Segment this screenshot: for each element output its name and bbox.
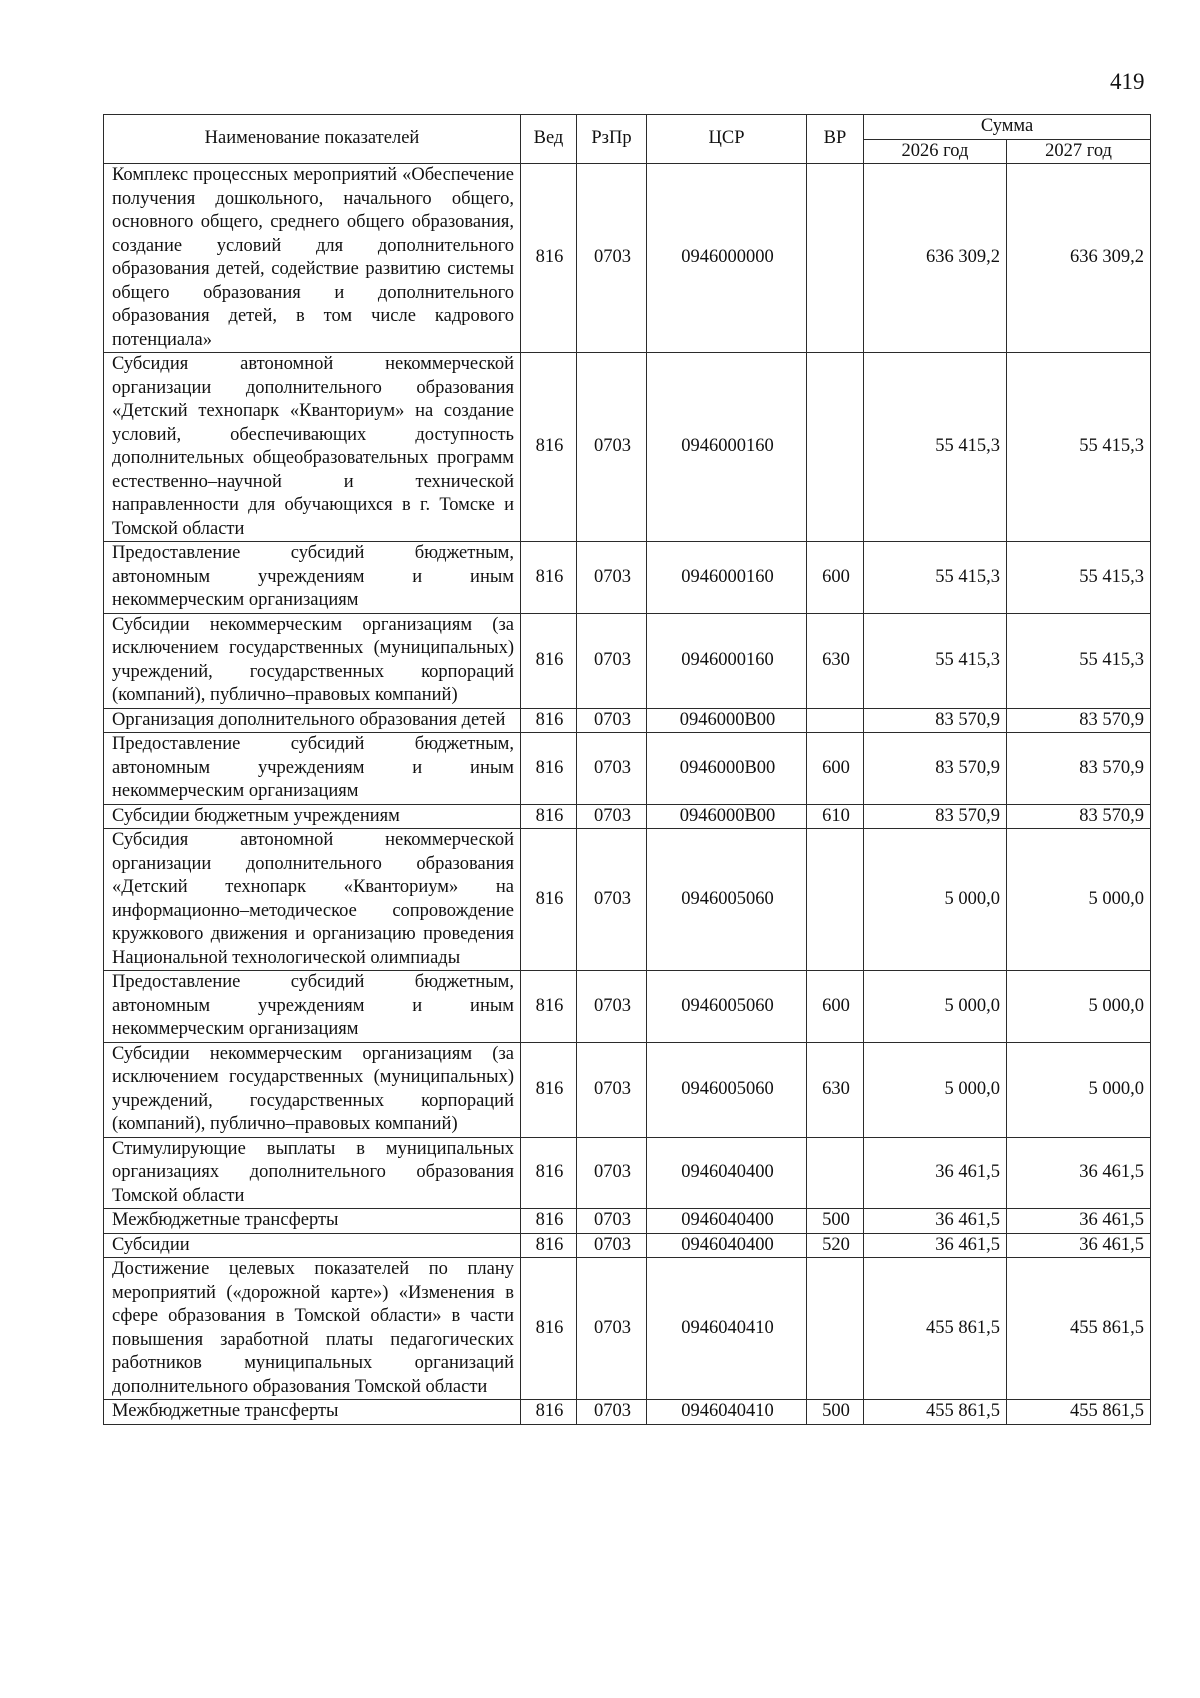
row-rzpr: 0703 xyxy=(577,733,647,805)
row-sum-2026: 5 000,0 xyxy=(864,971,1007,1043)
row-sum-2026: 5 000,0 xyxy=(864,1042,1007,1137)
row-csr: 0946040400 xyxy=(647,1209,807,1234)
row-vr: 600 xyxy=(807,971,864,1043)
row-ved: 816 xyxy=(521,353,577,542)
row-csr: 0946000160 xyxy=(647,353,807,542)
row-name: Комплекс процессных мероприятий «Обеспечение получения дошкольного, начального общего, основного общего, среднего общего образования, создание условий для дополнительного образования детей, содействие развитию системы общего образования и дополнительного образования детей, в том числе кадрового потенциала» xyxy=(104,164,521,353)
table-row xyxy=(104,1258,1151,1400)
row-name: Организация дополнительного образования детей xyxy=(104,708,521,733)
row-sum-2027: 83 570,9 xyxy=(1007,733,1151,805)
row-sum-2026: 455 861,5 xyxy=(864,1258,1007,1400)
row-sum-2026: 36 461,5 xyxy=(864,1233,1007,1258)
row-sum-2027: 36 461,5 xyxy=(1007,1233,1151,1258)
header-year-2027: 2027 год xyxy=(1007,139,1151,164)
row-rzpr: 0703 xyxy=(577,1137,647,1209)
row-csr: 0946040400 xyxy=(647,1233,807,1258)
table-row xyxy=(104,1137,1151,1209)
row-sum-2027: 636 309,2 xyxy=(1007,164,1151,353)
row-csr: 0946000В00 xyxy=(647,804,807,829)
row-ved: 816 xyxy=(521,164,577,353)
row-csr: 0946040400 xyxy=(647,1137,807,1209)
row-rzpr: 0703 xyxy=(577,1233,647,1258)
row-name: Предоставление субсидий бюджетным, автономным учреждениям и иным некоммерческим организациям xyxy=(104,971,521,1043)
row-vr xyxy=(807,829,864,971)
row-sum-2026: 455 861,5 xyxy=(864,1400,1007,1425)
row-vr xyxy=(807,1137,864,1209)
row-name: Субсидия автономной некоммерческой организации дополнительного образования «Детский технопарк «Кванториум» на создание условий, обеспечивающих доступность дополнительных общеобразовательных программ естественно–научной и технической направленности для обучающихся в г. Томске и Томской области xyxy=(104,353,521,542)
row-sum-2027: 83 570,9 xyxy=(1007,804,1151,829)
row-sum-2027: 36 461,5 xyxy=(1007,1137,1151,1209)
row-ved: 816 xyxy=(521,1042,577,1137)
row-sum-2027: 55 415,3 xyxy=(1007,542,1151,614)
header-vr: ВР xyxy=(807,115,864,164)
row-sum-2026: 55 415,3 xyxy=(864,613,1007,708)
row-vr: 600 xyxy=(807,542,864,614)
row-name: Достижение целевых показателей по плану мероприятий («дорожной карте») «Изменения в сфере образования в Томской области» в части повышения заработной платы педагогических работников муниципальных организаций дополнительного образования Томской области xyxy=(104,1258,521,1400)
row-vr xyxy=(807,164,864,353)
row-sum-2027: 5 000,0 xyxy=(1007,829,1151,971)
row-rzpr: 0703 xyxy=(577,804,647,829)
row-csr: 0946005060 xyxy=(647,1042,807,1137)
row-sum-2026: 36 461,5 xyxy=(864,1137,1007,1209)
row-csr: 0946000160 xyxy=(647,613,807,708)
table-header xyxy=(104,115,1151,164)
header-year-2026: 2026 год xyxy=(864,139,1007,164)
row-sum-2026: 36 461,5 xyxy=(864,1209,1007,1234)
row-name: Стимулирующие выплаты в муниципальных организациях дополнительного образования Томской области xyxy=(104,1137,521,1209)
header-name: Наименование показателей xyxy=(104,115,521,164)
table-row xyxy=(104,1233,1151,1258)
row-ved: 816 xyxy=(521,1137,577,1209)
header-rzpr: РзПр xyxy=(577,115,647,164)
row-sum-2026: 55 415,3 xyxy=(864,353,1007,542)
table-row xyxy=(104,613,1151,708)
row-rzpr: 0703 xyxy=(577,708,647,733)
table-row xyxy=(104,164,1151,353)
row-csr: 0946000000 xyxy=(647,164,807,353)
row-csr: 0946005060 xyxy=(647,971,807,1043)
table-row xyxy=(104,829,1151,971)
row-ved: 816 xyxy=(521,1258,577,1400)
row-rzpr: 0703 xyxy=(577,1209,647,1234)
row-name: Предоставление субсидий бюджетным, автономным учреждениям и иным некоммерческим организациям xyxy=(104,542,521,614)
table-row xyxy=(104,1209,1151,1234)
row-sum-2026: 83 570,9 xyxy=(864,733,1007,805)
row-ved: 816 xyxy=(521,1400,577,1425)
row-ved: 816 xyxy=(521,733,577,805)
header-ved: Вед xyxy=(521,115,577,164)
row-name: Субсидии некоммерческим организациям (за исключением государственных (муниципальных) учреждений, государственных корпораций (компаний), публично–правовых компаний) xyxy=(104,1042,521,1137)
row-ved: 816 xyxy=(521,804,577,829)
row-csr: 0946040410 xyxy=(647,1258,807,1400)
row-sum-2027: 5 000,0 xyxy=(1007,971,1151,1043)
row-vr: 630 xyxy=(807,1042,864,1137)
row-sum-2026: 636 309,2 xyxy=(864,164,1007,353)
row-csr: 0946000В00 xyxy=(647,708,807,733)
row-ved: 816 xyxy=(521,708,577,733)
row-name: Субсидии xyxy=(104,1233,521,1258)
row-vr: 600 xyxy=(807,733,864,805)
row-vr: 500 xyxy=(807,1209,864,1234)
table-row xyxy=(104,804,1151,829)
table-row xyxy=(104,542,1151,614)
row-vr: 520 xyxy=(807,1233,864,1258)
page-number: 419 xyxy=(1110,69,1145,94)
table-row xyxy=(104,1400,1151,1425)
row-sum-2027: 5 000,0 xyxy=(1007,1042,1151,1137)
row-ved: 816 xyxy=(521,613,577,708)
row-csr: 0946000В00 xyxy=(647,733,807,805)
row-rzpr: 0703 xyxy=(577,829,647,971)
row-sum-2026: 83 570,9 xyxy=(864,804,1007,829)
row-ved: 816 xyxy=(521,829,577,971)
table-row xyxy=(104,708,1151,733)
row-vr: 500 xyxy=(807,1400,864,1425)
row-sum-2026: 55 415,3 xyxy=(864,542,1007,614)
row-ved: 816 xyxy=(521,1209,577,1234)
table-body xyxy=(104,164,1151,1425)
row-vr xyxy=(807,1258,864,1400)
row-rzpr: 0703 xyxy=(577,353,647,542)
row-rzpr: 0703 xyxy=(577,1042,647,1137)
row-name: Субсидии некоммерческим организациям (за исключением государственных (муниципальных) учреждений, государственных корпораций (компаний), публично–правовых компаний) xyxy=(104,613,521,708)
row-csr: 0946040410 xyxy=(647,1400,807,1425)
row-sum-2026: 5 000,0 xyxy=(864,829,1007,971)
budget-table xyxy=(103,114,1151,1425)
row-name: Предоставление субсидий бюджетным, автономным учреждениям и иным некоммерческим организациям xyxy=(104,733,521,805)
row-sum-2027: 55 415,3 xyxy=(1007,353,1151,542)
row-vr xyxy=(807,708,864,733)
table-row xyxy=(104,1042,1151,1137)
row-sum-2027: 455 861,5 xyxy=(1007,1400,1151,1425)
table-row xyxy=(104,733,1151,805)
row-name: Субсидия автономной некоммерческой организации дополнительного образования «Детский технопарк «Кванториум» на информационно–методическое сопровождение кружкового движения и организацию проведения Национальной технологической олимпиады xyxy=(104,829,521,971)
row-csr: 0946005060 xyxy=(647,829,807,971)
row-rzpr: 0703 xyxy=(577,542,647,614)
table-row xyxy=(104,971,1151,1043)
row-name: Межбюджетные трансферты xyxy=(104,1400,521,1425)
row-sum-2027: 36 461,5 xyxy=(1007,1209,1151,1234)
row-rzpr: 0703 xyxy=(577,971,647,1043)
row-sum-2027: 455 861,5 xyxy=(1007,1258,1151,1400)
row-vr: 610 xyxy=(807,804,864,829)
row-ved: 816 xyxy=(521,1233,577,1258)
row-rzpr: 0703 xyxy=(577,1400,647,1425)
header-csr: ЦСР xyxy=(647,115,807,164)
table-row xyxy=(104,353,1151,542)
row-name: Субсидии бюджетным учреждениям xyxy=(104,804,521,829)
row-sum-2026: 83 570,9 xyxy=(864,708,1007,733)
row-ved: 816 xyxy=(521,971,577,1043)
header-sum: Сумма xyxy=(864,115,1151,140)
row-rzpr: 0703 xyxy=(577,613,647,708)
row-vr xyxy=(807,353,864,542)
row-sum-2027: 55 415,3 xyxy=(1007,613,1151,708)
row-sum-2027: 83 570,9 xyxy=(1007,708,1151,733)
row-ved: 816 xyxy=(521,542,577,614)
row-csr: 0946000160 xyxy=(647,542,807,614)
row-rzpr: 0703 xyxy=(577,1258,647,1400)
row-name: Межбюджетные трансферты xyxy=(104,1209,521,1234)
row-rzpr: 0703 xyxy=(577,164,647,353)
row-vr: 630 xyxy=(807,613,864,708)
